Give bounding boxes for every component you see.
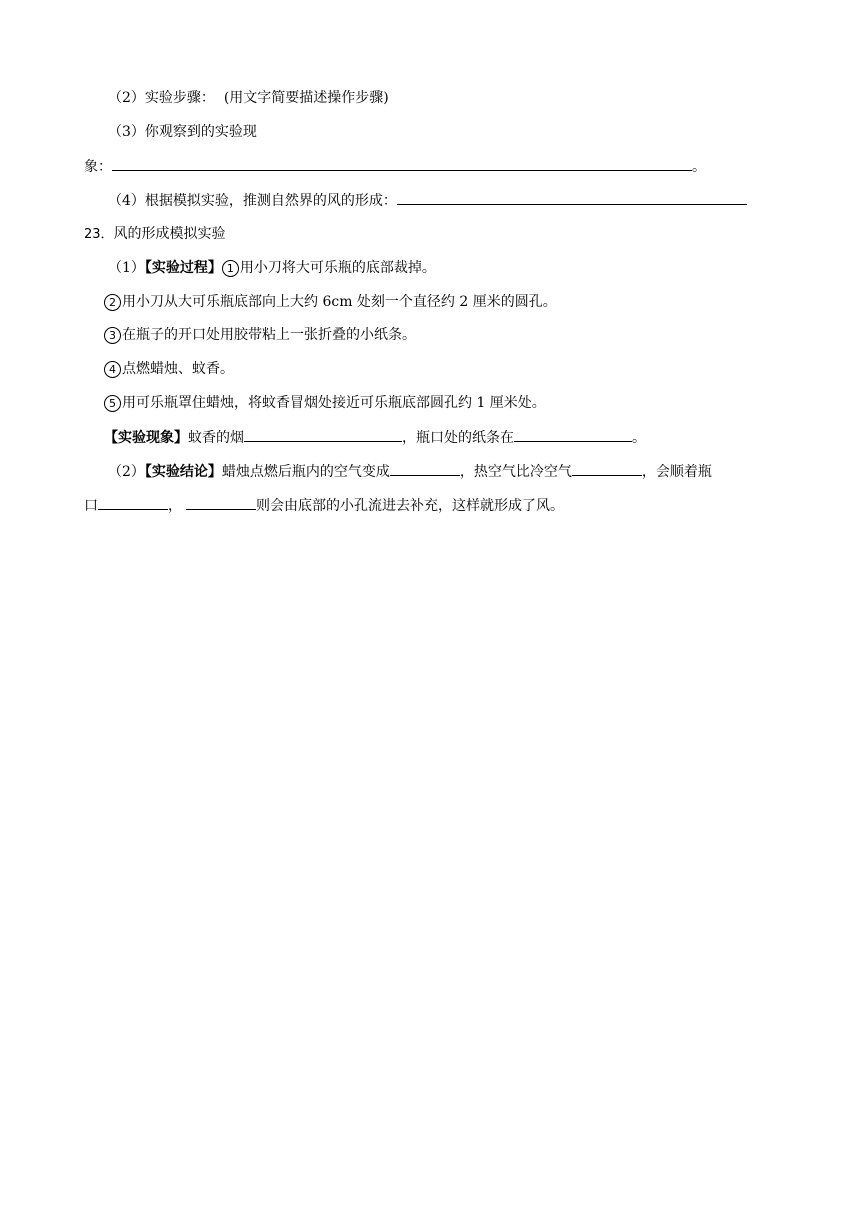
q23-part2-tag: 【实验结论】 [144,464,222,480]
q23-number: 23． [84,227,114,242]
q22-step2-number: （2） [108,90,145,106]
q23-part1-tag: 【实验过程】 [144,260,222,276]
q23-part1-number: （1） [108,260,145,276]
q23-phenomenon-t1: 蚊香的烟 [188,430,244,446]
smoke-blank[interactable] [244,427,402,442]
q23-part2-t3: ，会顺着瓶 [641,464,712,480]
q23-step5 [104,393,546,413]
q23-part2-number: （2） [108,464,145,480]
q22-step3-answer-line [84,156,706,177]
q22-step4-number: （4） [108,193,145,209]
q22-step3-cont: 象： [84,159,112,175]
q23-part2-t6: 则会由底部的小孔流进去补充，这样就形成了风。 [256,498,564,514]
q22-step2-label: 实验步骤： [144,90,215,106]
q23-step3 [104,325,416,345]
q23-step2-text: 用小刀从大可乐瓶底部向上大约 6cm 处刻一个直径约 2 厘米的圆孔。 [122,294,557,310]
q23-part2-cont [84,495,564,516]
step-mark-1: 1 [222,260,239,277]
q22-step3 [108,122,257,142]
q23-part2-t5: ， [168,498,182,514]
air-becomes-blank[interactable] [390,461,460,476]
q23-part1 [108,258,436,278]
step-mark-2: 2 [104,294,121,311]
bottle-mouth-blank[interactable] [98,495,168,510]
q22-step3-blank[interactable] [112,156,692,171]
cold-air-blank[interactable] [186,495,256,510]
q23-heading [84,224,226,245]
q22-step2 [108,88,389,108]
paper-strip-blank[interactable] [514,427,632,442]
q23-step4 [104,359,234,379]
q23-phenomenon-t2: ，瓶口处的纸条在 [402,430,514,446]
q22-step3-end: 。 [692,159,706,175]
q23-part2-t2: ，热空气比冷空气 [459,464,572,480]
q23-part2-t1: 蜡烛点燃后瓶内的空气变成 [221,464,390,480]
q22-step4-blank[interactable] [397,190,747,205]
step-mark-4: 4 [104,361,121,378]
q23-step3-text: 在瓶子的开口处用胶带粘上一张折叠的小纸条。 [122,327,416,343]
q22-step2-hint: (用文字简要描述操作步骤) [223,90,389,106]
hot-vs-cold-blank[interactable] [572,461,642,476]
q23-step1-text: 用小刀将大可乐瓶的底部裁掉。 [239,260,436,276]
q22-step4-label: 根据模拟实验，推测自然界的风的形成： [144,193,397,209]
q23-step5-text: 用可乐瓶罩住蜡烛，将蚊香冒烟处接近可乐瓶底部圆孔约 1 厘米处。 [122,395,546,411]
step-mark-3: 3 [104,327,121,344]
q23-phenomenon-tag: 【实验现象】 [104,430,188,446]
step-mark-5: 5 [104,395,121,412]
q22-step3-number: （3） [108,124,145,140]
q22-step3-label: 你观察到的实验现 [144,124,257,140]
q23-phenomenon-t3: 。 [632,430,646,446]
q23-title: 风的形成模拟实验 [113,226,226,242]
q23-part2 [108,461,712,482]
q23-step2 [104,292,557,312]
q22-step4 [108,190,747,211]
q23-phenomenon [104,427,646,448]
q23-part2-t4: 口 [84,498,98,514]
q23-step4-text: 点燃蜡烛、蚊香。 [122,361,234,377]
